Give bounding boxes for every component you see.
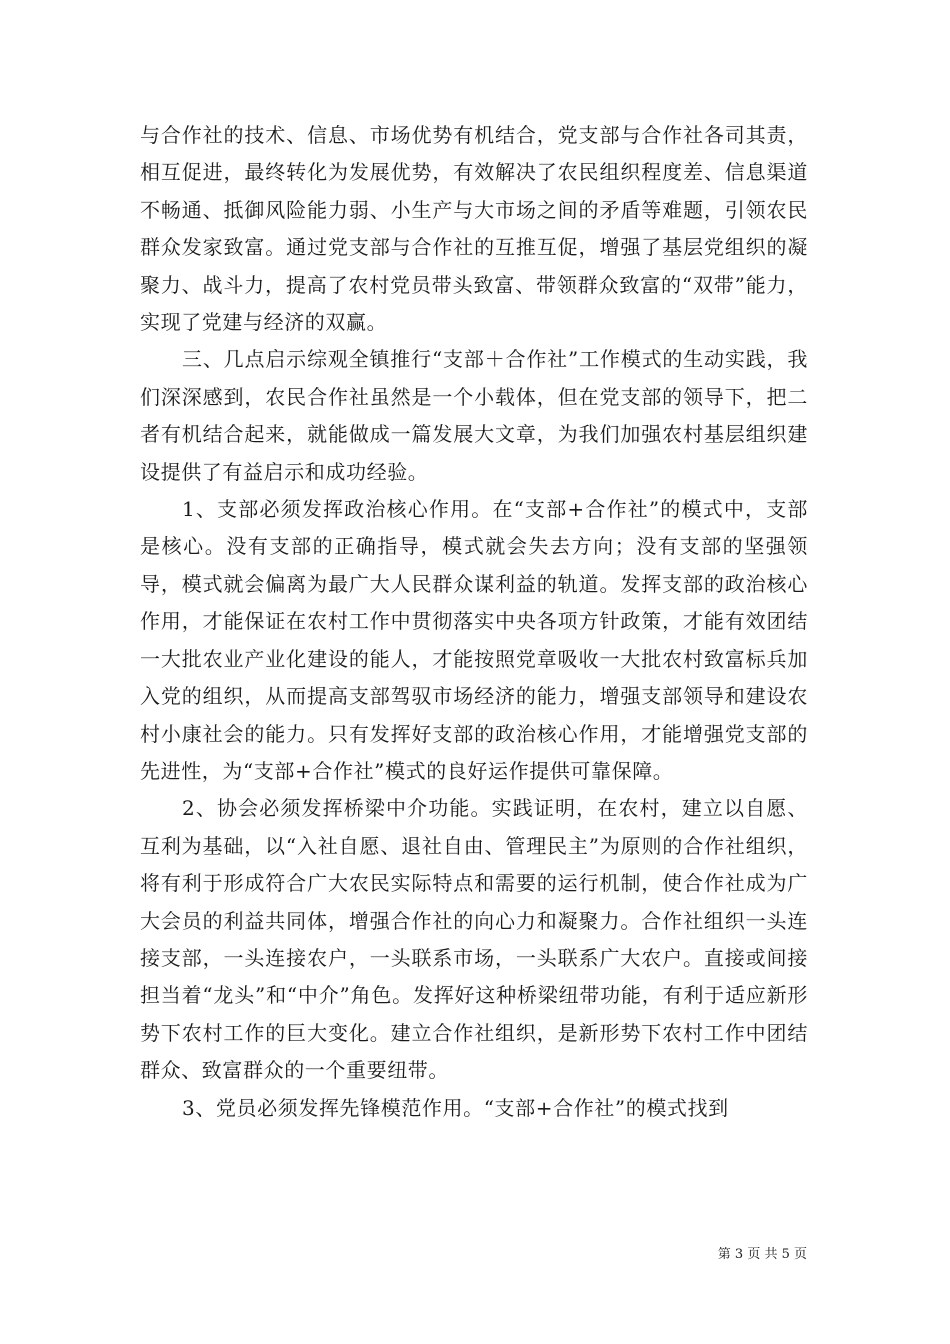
page-number: 第 3 页 共 5 页 <box>717 1247 807 1262</box>
paragraph-section-three: 三、几点启示综观全镇推行“支部＋合作社”工作模式的生动实践，我们深深感到，农民合作社虽然是一个小载体，但在党支部的领导下，把二者有机结合起来，就能做成一篇发展大文章，为我们加强农村基层组织建设提供了有益启示和成功经验。 <box>140 347 808 484</box>
paragraph-continuation: 与合作社的技术、信息、市场优势有机结合，党支部与合作社各司其责，相互促进，最终转化为发展优势，有效解决了农民组织程度差、信息渠道不畅通、抵御风险能力弱、小生产与大市场之间的矛盾等难题，引领农民群众发家致富。通过党支部与合作社的互推互促，增强了基层党组织的凝聚力、战斗力，提高了农村党员带头致富、带领群众致富的“双带”能力，实现了党建与经济的双赢。 <box>140 123 808 335</box>
paragraph-point-three: 3、党员必须发挥先锋模范作用。“支部+合作社”的模式找到 <box>182 1095 729 1120</box>
document-body <box>140 117 808 1127</box>
paragraph-point-one: 1、支部必须发挥政治核心作用。在“支部+合作社”的模式中，支部是核心。没有支部的正确指导，模式就会失去方向；没有支部的坚强领导，模式就会偏离为最广大人民群众谋利益的轨道。发挥支部的政治核心作用，才能保证在农村工作中贯彻落实中央各项方针政策，才能有效团结一大批农业产业化建设的能人，才能按照党章吸收一大批农村致富标兵加入党的组织，从而提高支部驾驭市场经济的能力，增强支部领导和建设农村小康社会的能力。只有发挥好支部的政治核心作用，才能增强党支部的先进性，为“支部+合作社”模式的良好运作提供可靠保障。 <box>140 497 808 783</box>
paragraph-point-two: 2、协会必须发挥桥梁中介功能。实践证明，在农村，建立以自愿、互利为基础，以“入社自愿、退社自由、管理民主”为原则的合作社组织，将有利于形成符合广大农民实际特点和需要的运行机制，使合作社成为广大会员的利益共同体，增强合作社的向心力和凝聚力。合作社组织一头连接支部，一头连接农户，一头联系市场，一头联系广大农户。直接或间接担当着“龙头”和“中介”角色。发挥好这种桥梁纽带功能，有利于适应新形势下农村工作的巨大变化。建立合作社组织，是新形势下农村工作中团结群众、致富群众的一个重要纽带。 <box>140 796 808 1083</box>
